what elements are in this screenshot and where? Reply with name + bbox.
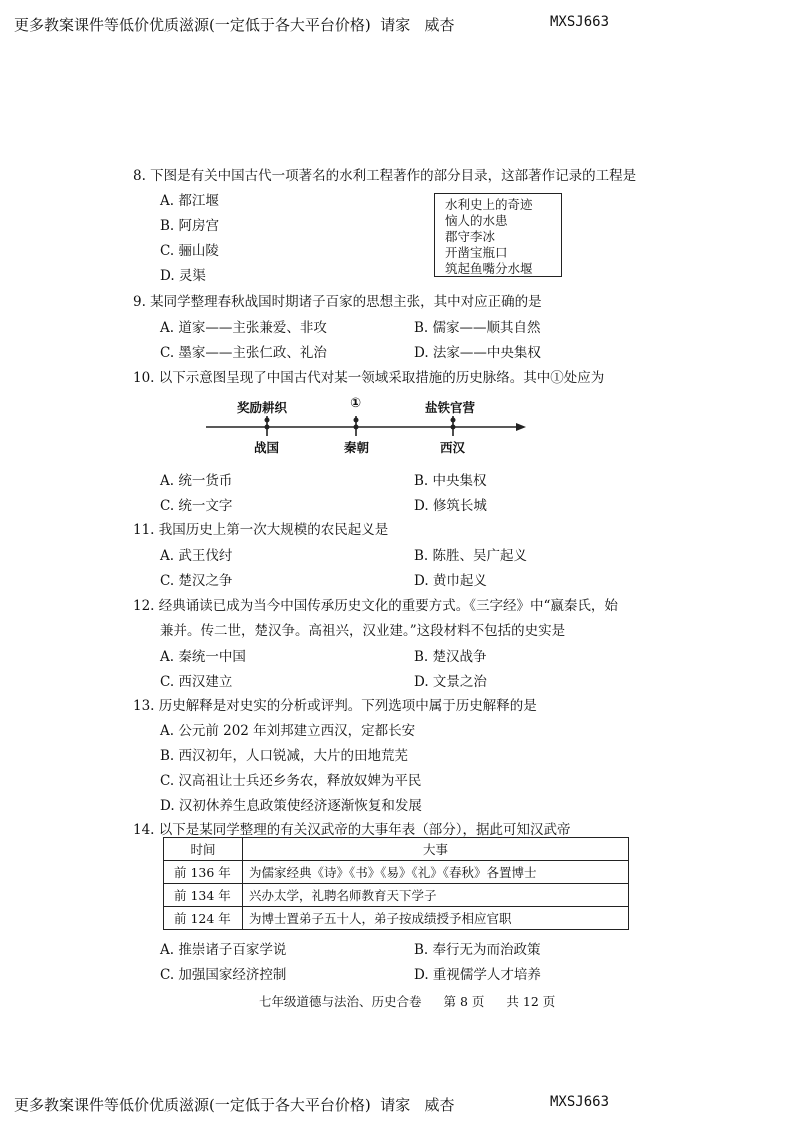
table-header-time: 时间: [164, 838, 243, 861]
table-cell-year: 前 136 年: [164, 861, 243, 884]
top-banner: [14, 14, 610, 35]
timeline-arrow-icon: [516, 423, 526, 431]
timeline-node-2: [354, 416, 359, 436]
question-12-option-d: D. 文景之治: [414, 674, 487, 690]
question-8-option-d: D. 灵渠: [160, 268, 206, 284]
table-cell-event: 为博士置弟子五十人，弟子按成绩授予相应官职: [243, 907, 629, 930]
question-11-option-c: C. 楚汉之争: [160, 573, 233, 589]
timeline-bottom-label-2: 秦朝: [344, 440, 370, 455]
question-12-stem-line-1: 12. 经典诵读已成为当今中国传承历史文化的重要方式。《三字经》中“嬴秦氏，始: [133, 598, 618, 614]
question-13-stem: 13. 历史解释是对史实的分析或评判。下列选项中属于历史解释的是: [133, 698, 537, 714]
table-header-events: 大事: [243, 838, 629, 861]
question-11-stem: 11. 我国历史上第一次大规模的农民起义是: [133, 522, 389, 538]
question-8-option-a: A. 都江堰: [160, 193, 219, 209]
timeline-top-label-3: 盐铁官营: [425, 400, 476, 415]
question-8-option-c: C. 骊山陵: [160, 243, 219, 259]
footer-total-pages: 共 12 页: [506, 994, 556, 1009]
question-8-stem: 8. 下图是有关中国古代一项著名的水利工程著作的部分目录，这部著作记录的工程是: [133, 168, 637, 184]
question-10-stem: 10. 以下示意图呈现了中国古代对某一领域采取措施的历史脉络。其中①处应为: [133, 370, 605, 386]
question-14-stem: 14. 以下是某同学整理的有关汉武帝的大事年表（部分），据此可知汉武帝: [133, 822, 571, 838]
bottom-banner: [14, 1094, 610, 1115]
table-cell-year: 前 134 年: [164, 884, 243, 907]
question-14-option-d: D. 重视儒学人才培养: [414, 967, 541, 983]
question-9-option-a: A. 道家——主张兼爱、非攻: [160, 320, 327, 336]
question-13-option-b: B. 西汉初年，人口锐减，大片的田地荒芜: [160, 748, 409, 764]
question-14-option-c: C. 加强国家经济控制: [160, 967, 287, 983]
footer-page-number: 第 8 页: [443, 994, 485, 1009]
table-cell-event: 兴办太学，礼聘名师教育天下学子: [243, 884, 629, 907]
contents-line: 水利史上的奇迹: [445, 197, 533, 212]
question-9-option-b: B. 儒家——顺其自然: [414, 320, 541, 336]
timeline-node-3: [451, 416, 456, 436]
banner-text: 更多教案课件等低价优质滋源(一定低于各大平台价格) 请家 威杏: [14, 16, 455, 34]
question-13-option-c: C. 汉高祖让士兵还乡务农，释放奴婢为平民: [160, 773, 422, 789]
question-12-option-a: A. 秦统一中国: [160, 649, 246, 665]
table-cell-year: 前 124 年: [164, 907, 243, 930]
question-10-option-d: D. 修筑长城: [414, 498, 487, 514]
question-14-option-b: B. 奉行无为而治政策: [414, 942, 541, 958]
table-row: [164, 884, 629, 907]
contents-line: 郡守李冰: [445, 229, 496, 244]
question-11-option-d: D. 黄巾起义: [414, 573, 487, 589]
timeline-node-1: [265, 416, 270, 436]
question-9-stem: 9. 某同学整理春秋战国时期诸子百家的思想主张，其中对应正确的是: [133, 294, 542, 310]
question-10-option-b: B. 中央集权: [414, 473, 487, 489]
question-8-contents-box: [434, 193, 562, 277]
question-13-option-a: A. 公元前 202 年刘邦建立西汉，定都长安: [160, 723, 416, 739]
table-header-row: [164, 838, 629, 861]
timeline-bottom-label-1: 战国: [254, 440, 280, 455]
question-14-events-table: [163, 837, 629, 930]
timeline-top-label-1: 奖励耕织: [237, 400, 288, 415]
contents-line: 筑起鱼嘴分水堰: [445, 261, 533, 276]
question-8-option-b: B. 阿房宫: [160, 218, 220, 234]
question-14-option-a: A. 推崇诸子百家学说: [160, 942, 287, 958]
contents-line: 恼人的水患: [445, 213, 508, 228]
timeline-top-label-2: ①: [350, 396, 362, 411]
question-13-option-d: D. 汉初休养生息政策使经济逐渐恢复和发展: [160, 798, 422, 814]
question-11-option-a: A. 武王伐纣: [160, 548, 233, 564]
footer-subject: 七年级道德与法治、历史合卷: [259, 994, 422, 1009]
banner-code: MXSJ663: [550, 1094, 610, 1110]
table-row: [164, 907, 629, 930]
question-9-option-d: D. 法家——中央集权: [414, 345, 541, 361]
page-footer: [259, 992, 573, 1010]
table-cell-event: 为儒家经典《诗》《书》《易》《礼》《春秋》各置博士: [243, 861, 629, 884]
question-12-option-b: B. 楚汉战争: [414, 649, 487, 665]
table-row: [164, 861, 629, 884]
question-9-option-c: C. 墨家——主张仁政、礼治: [160, 345, 327, 361]
question-11-option-b: B. 陈胜、吴广起义: [414, 548, 528, 564]
question-10-option-a: A. 统一货币: [160, 473, 233, 489]
banner-text: 更多教案课件等低价优质滋源(一定低于各大平台价格) 请家 威杏: [14, 1096, 455, 1114]
question-12-option-c: C. 西汉建立: [160, 674, 233, 690]
timeline-bottom-label-3: 西汉: [440, 440, 466, 455]
question-12-stem-line-2: 兼并。传二世，楚汉争。高祖兴，汉业建。”这段材料不包括的史实是: [160, 623, 566, 639]
banner-code: MXSJ663: [550, 14, 610, 30]
question-10-option-c: C. 统一文字: [160, 498, 233, 514]
contents-line: 开凿宝瓶口: [445, 245, 508, 260]
